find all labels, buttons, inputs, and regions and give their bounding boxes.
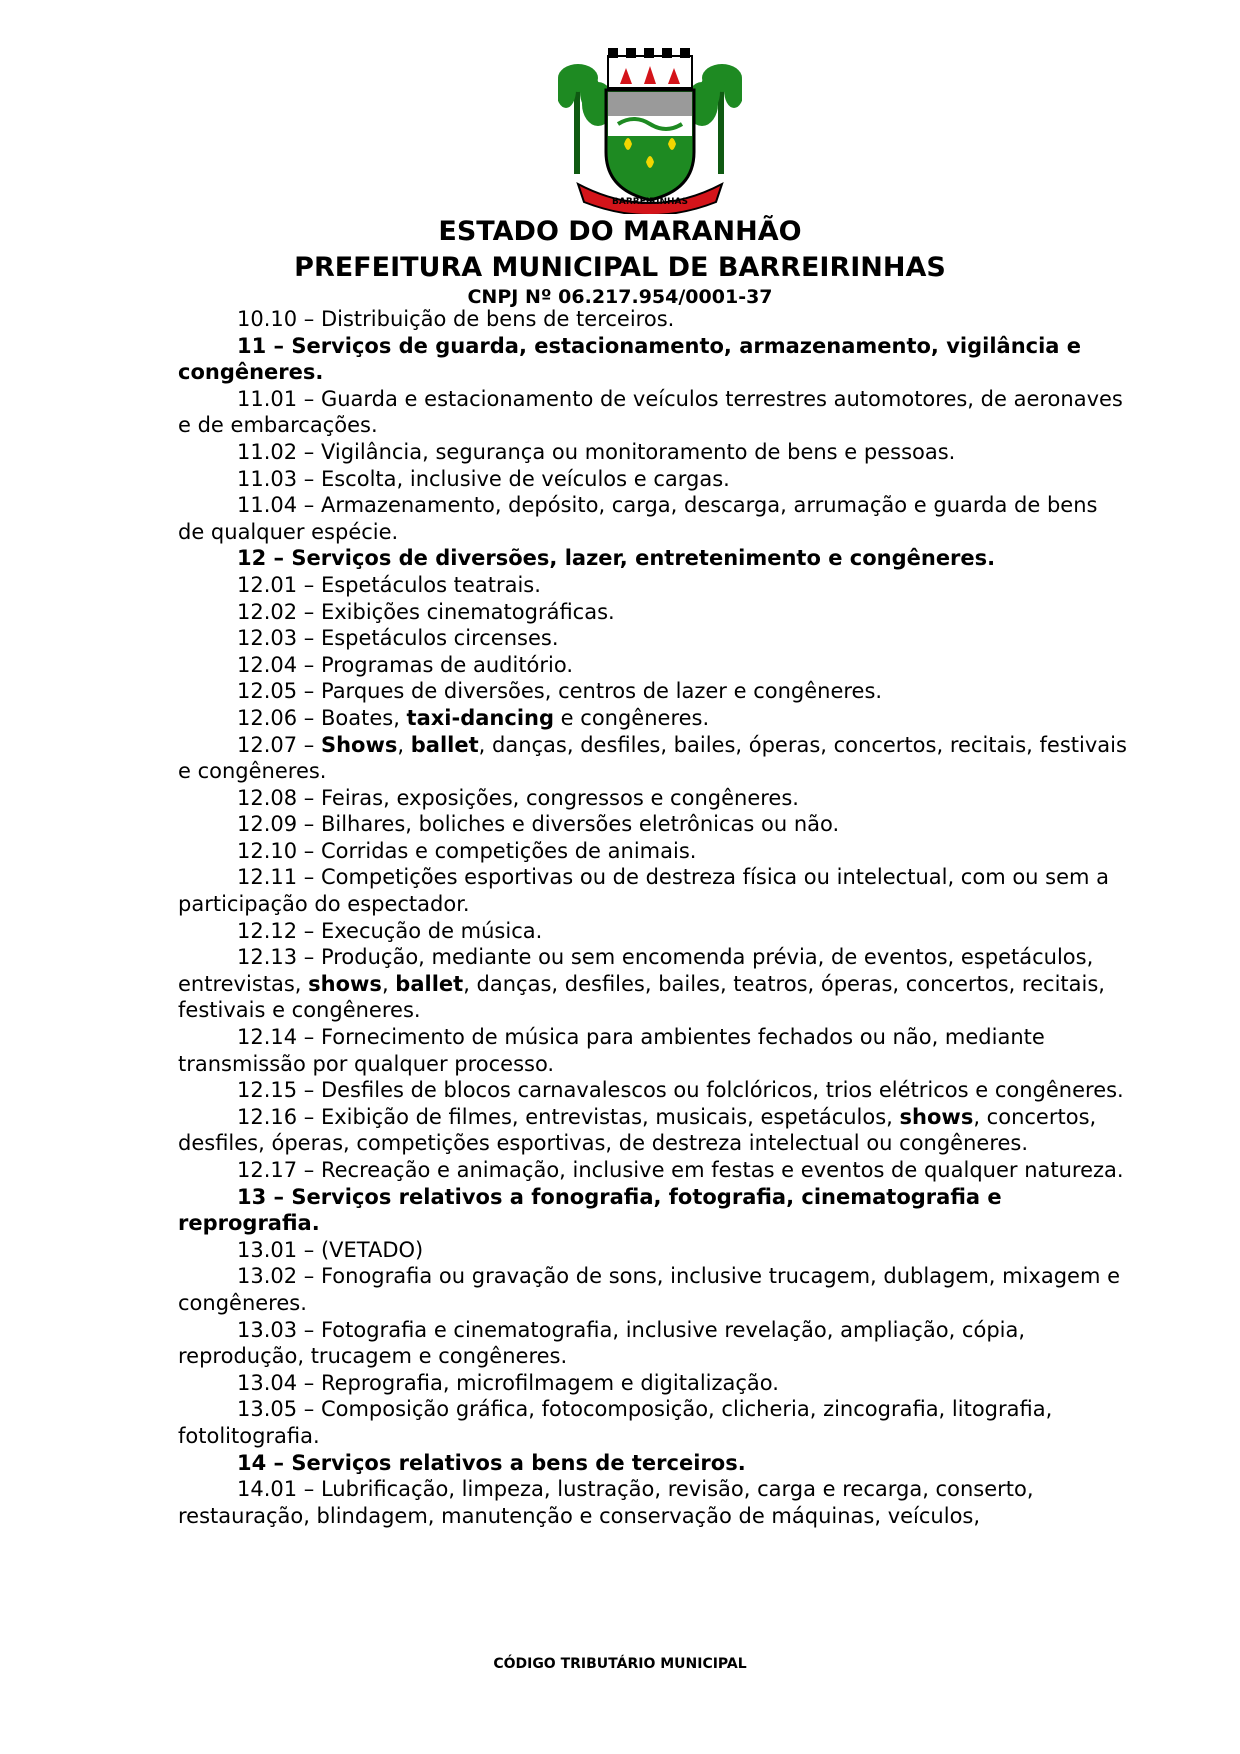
prefecture-heading: PREFEITURA MUNICIPAL DE BARREIRINHAS <box>294 252 946 283</box>
cnpj-line: CNPJ Nº 06.217.954/0001-37 <box>467 286 773 308</box>
item-text: 12.06 – Boates, <box>237 705 407 730</box>
section-heading: 14 – Serviços relativos a bens de terceiros. <box>237 1450 746 1475</box>
item-text: , danças, desfiles, bailes, teatros, óperas, concertos, recitais, festivais e congêneres. <box>178 971 1105 1023</box>
emphasized-term: ballet <box>395 971 464 996</box>
service-item: 12.17 – Recreação e animação, inclusive em festas e eventos de qualquer natureza. <box>237 1158 1124 1182</box>
item-text: , danças, desfiles, bailes, óperas, concertos, recitais, festivais e congêneres. <box>178 732 1127 784</box>
section-heading: 11 – Serviços de guarda, estacionamento, armazenamento, vigilância e congêneres. <box>178 333 1082 385</box>
section-heading: 12 – Serviços de diversões, lazer, entretenimento e congêneres. <box>237 546 996 571</box>
emphasized-term: shows <box>308 971 382 996</box>
item-text: 12.13 – Produção, mediante ou sem encomenda prévia, de eventos, espetáculos, entrevistas, <box>178 945 1094 996</box>
service-item: 13.04 – Reprografia, microfilmagem e digitalização. <box>237 1370 779 1395</box>
item-text: , <box>397 732 411 757</box>
item-text: 12.07 – <box>237 732 321 757</box>
service-item: 11.03 – Escolta, inclusive de veículos e cargas. <box>237 466 730 491</box>
emphasized-term: ballet <box>410 732 479 757</box>
service-item: 11.04 – Armazenamento, depósito, carga, descarga, arrumação e guarda de bens de qualquer espécie. <box>178 493 1098 544</box>
emphasized-term: taxi-dancing <box>406 705 554 730</box>
service-item: 12.09 – Bilhares, boliches e diversões eletrônicas ou não. <box>237 812 840 837</box>
section-heading: 13 – Serviços relativos a fonografia, fotografia, cinematografia e reprografia. <box>178 1184 1002 1236</box>
service-item: 12.15 – Desfiles de blocos carnavalescos ou folclóricos, trios elétricos e congêneres. <box>237 1078 1124 1103</box>
page-footer: CÓDIGO TRIBUTÁRIO MUNICIPAL <box>493 1656 747 1672</box>
service-item <box>178 1104 1128 1157</box>
state-heading: ESTADO DO MARANHÃO <box>438 216 802 247</box>
service-item: 13.05 – Composição gráfica, fotocomposição, clicheria, zincografia, litografia, fotolitografia. <box>178 1397 1053 1448</box>
item-text: 12.16 – Exibição de filmes, entrevistas, musicais, espetáculos, <box>237 1104 900 1129</box>
service-item: 12.02 – Exibições cinematográficas. <box>237 599 615 624</box>
emphasized-term: shows <box>899 1104 974 1129</box>
service-item: 11.01 – Guarda e estacionamento de veículos terrestres automotores, de aeronaves e de embarcações. <box>178 386 1123 438</box>
item-text: , concertos, desfiles, óperas, competições esportivas, de destreza intelectual ou congêneres. <box>178 1104 1097 1156</box>
service-item: 12.04 – Programas de auditório. <box>237 652 574 677</box>
service-item <box>178 732 1128 785</box>
service-item: 11.02 – Vigilância, segurança ou monitoramento de bens e pessoas. <box>237 439 956 464</box>
service-item: 12.14 – Fornecimento de música para ambientes fechados ou não, mediante transmissão por qualquer processo. <box>178 1025 1045 1076</box>
service-item <box>178 705 1128 732</box>
service-item: 12.10 – Corridas e competições de animais. <box>237 838 697 863</box>
service-item: 12.08 – Feiras, exposições, congressos e congêneres. <box>237 785 799 810</box>
crest-banner-text: BARREIRINHAS <box>612 197 688 207</box>
service-item: 12.11 – Competições esportivas ou de destreza física ou intelectual, com ou sem a participação do espectador. <box>178 865 1110 917</box>
item-text: e congêneres. <box>554 705 710 730</box>
document-body <box>178 306 1128 1529</box>
service-item <box>178 944 1128 1024</box>
service-item: 13.01 – (VETADO) <box>237 1237 424 1262</box>
emphasized-term: Shows <box>320 732 398 757</box>
service-item: 13.03 – Fotografia e cinematografia, inclusive revelação, ampliação, cópia, reprodução, trucagem e congêneres. <box>178 1317 1026 1369</box>
municipal-crest-logo <box>558 44 742 214</box>
service-item: 12.03 – Espetáculos circenses. <box>237 626 559 651</box>
service-item: 12.01 – Espetáculos teatrais. <box>237 572 541 597</box>
service-item: 10.10 – Distribuição de bens de terceiros. <box>237 307 675 331</box>
item-text: , <box>381 971 396 996</box>
service-item: 14.01 – Lubrificação, limpeza, lustração, revisão, carga e recarga, conserto, restauração, blindagem, manutenção e conservação de máquinas, veículos, <box>178 1477 1034 1528</box>
service-item: 12.12 – Execução de música. <box>237 918 543 943</box>
service-item: 12.05 – Parques de diversões, centros de lazer e congêneres. <box>237 679 883 704</box>
service-item: 13.02 – Fonografia ou gravação de sons, inclusive trucagem, dublagem, mixagem e congêneres. <box>178 1264 1121 1315</box>
